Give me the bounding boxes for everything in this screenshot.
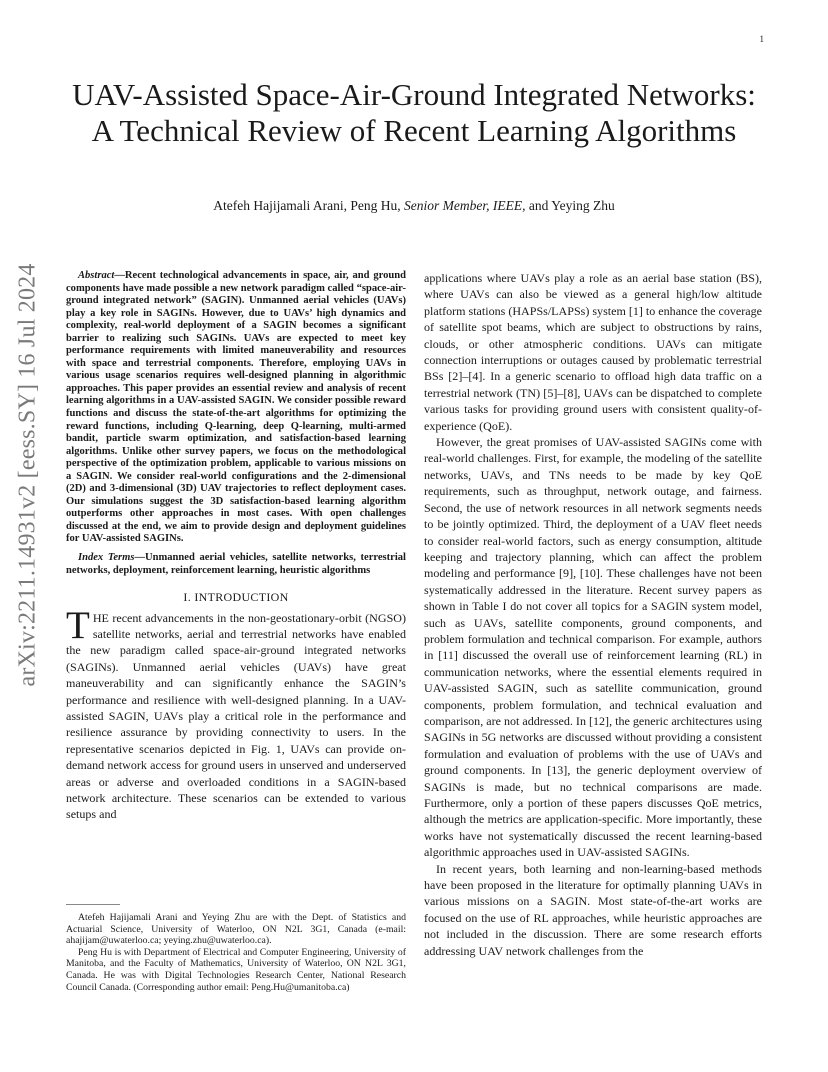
footnote-affiliation-2: Peng Hu is with Department of Electrical and Computer Engineering, University of Manitoba, and the Faculty of Mathematics, University of Waterloo, ON N2L 3G1, Canada. He was with Digital Technologies Research Center, National Research Council Canada. (Corresponding author email: Peng.Hu@umanitoba.ca): [66, 946, 406, 993]
footnotes: [66, 912, 406, 993]
arxiv-watermark: [10, 263, 46, 687]
index-terms-text: —Unmanned aerial vehicles, satellite networks, terrestrial networks, deployment, reinforcement learning, heuristic algorithms: [66, 552, 406, 576]
author-names-2: and Yeying Zhu: [525, 198, 615, 213]
intro-paragraph-3: In recent years, both learning and non-learning-based methods have been proposed in the literature for optimally planning UAVs in various missions on a SAGIN. Most state-of-the-art works are focused on the use of RL approaches, while heuristic approaches are not included in the discussion. There are some research efforts addressing UAV network challenges from the: [424, 861, 762, 958]
page-number: 1: [759, 34, 764, 44]
left-column: [66, 270, 406, 823]
section-heading: I. INTRODUCTION: [183, 590, 289, 605]
paper-title: UAV-Assisted Space-Air-Ground Integrated Networks: A Technical Review of Recent Learning Algorithms: [72, 77, 756, 148]
right-column: [424, 270, 762, 959]
abstract-text: —Recent technological advancements in space, air, and ground components have made possible a new network paradigm called “space-air-ground integrated network” (SAGIN). Unmanned aerial vehicles (UAVs) play a key role in SAGINs. However, due to UAVs’ high dynamics and complexity, real-world deployment of a SAGIN becomes a significant barrier to realizing such SAGINs. UAVs are expected to meet key performance requirements with limited maneuverability and resources with space and terrestrial components. Therefore, employing UAVs in various usage scenarios requires well-designed planning in algorithmic approaches. This paper provides an essential review and analysis of recent learning algorithms in a UAV-assisted SAGIN. We consider possible reward functions and discuss the state-of-the-art algorithms for optimizing the reward functions, including Q-learning, deep Q-learning, multi-armed bandit, particle swarm optimization, and satisfaction-based learning algorithms. Unlike other survey papers, we focus on the methodological perspective of the optimization problem, applicable to various missions on a SAGIN. We consider real-world configurations and the 2-dimensional (2D) and 3-dimensional (3D) UAV trajectories to reflect deployment cases. Our simulations suggest the 3D satisfaction-based learning algorithm outperforms other approaches in most cases. With open challenges discussed at the end, we aim to provide design and deployment guidelines for UAV-assisted SAGINs.: [66, 270, 406, 545]
intro-paragraph-2: However, the great promises of UAV-assisted SAGINs come with real-world challenges. First, for example, the modeling of the satellite networks, UAVs, and TNs needs to be made by key QoE requirements, such as throughput, network outage, and fairness. Second, the use of network resources in all network segments needs to be jointly optimized. Third, the deployment of a UAV fleet needs to consider real-world factors, such as energy consumption, altitude keeping and trajectory planning, which can affect the problem modeling and performance [9], [10]. These challenges have not been systematically addressed in the literature. Recent survey papers as shown in Table I do not cover all topics for a SAGIN system model, such as UAVs, satellite components, ground components, and problem formulation and technical comparison. For example, authors in [11] discussed the overall use of reinforcement learning (RL) in communication networks, where the essential elements required in UAV-assisted SAGIN, such as satellite communication, ground components, problem formulation, and technical evaluation and comparison, are not addressed. In [12], the generic architectures using SAGINs in 5G networks are discussed without providing a consistent formulation and evaluation of problems with the use of UAVs and ground components. In [13], the generic deployment overview of SAGINs is made, but no technical comparisons are made. Furthermore, only a portion of these papers discusses QoE metrics, although the metrics are application-specific. More importantly, these works have not systematically discussed the recent learning-based algorithmic approaches used in UAV-assisted SAGINs.: [424, 435, 762, 860]
footnote-affiliation-1: Atefeh Hajijamali Arani and Yeying Zhu are with the Dept. of Statistics and Actuarial Science, University of Waterloo, ON N2L 3G1, Canada (e-mail: ahajijam@uwaterloo.ca; yeying.zhu@uwaterloo.ca).: [66, 912, 406, 947]
intro-paragraph-1-continued: applications where UAVs play a role as an aerial base station (BS), where UAVs can also be viewed as a general high/low altitude platform stations (HAPSs/LAPSs) system [1] to enhance the coverage of satellite spot beams, which are subject to obstructions by rains, clouds, or other atmospheric conditions. UAVs can mitigate connection interruptions or outages caused by problematic terrestrial BSs [2]–[4]. In a generic scenario to offload high data traffic on a terrestrial network (TN) [5]–[8], UAVs can be dispatched to complete various tasks for providing ground users with consistent quality-of-experience (QoE).: [424, 271, 762, 433]
author-names-1: Atefeh Hajijamali Arani, Peng Hu,: [213, 198, 405, 213]
index-terms-label: Index Terms: [78, 552, 135, 564]
drop-cap: T: [66, 603, 90, 647]
abstract-label: Abstract: [78, 270, 115, 281]
author-role: Senior Member, IEEE,: [404, 198, 526, 213]
intro-paragraph-1-text: HE recent advancements in the non-geostationary-orbit (NGSO) satellite networks, aerial and terrestrial networks have enabled the new paradigm called space-air-ground integrated networks (SAGINs). Unmanned aerial vehicles (UAVs) have great maneuverability and can significantly enhance the SAGIN’s performance and resilience with well-designed planning. In a UAV-assisted SAGIN, UAVs play a critical role in the performance and resilience assurance by providing connectivity to users. In the representative scenarios depicted in Fig. 1, UAVs can provide on-demand network access for ground users in unserved and underserved areas or adverse and overloaded conditions in a SAGIN-based network architecture. These scenarios can be extended to various setups and: [66, 610, 406, 822]
abstract: [66, 270, 406, 546]
index-terms: [66, 552, 406, 577]
footnote-rule: [66, 904, 120, 905]
intro-paragraph-1: [66, 603, 406, 823]
arxiv-id: arXiv:2211.14931v2 [eess.SY] 16 Jul 2024: [14, 263, 41, 687]
author-line: [66, 198, 762, 214]
